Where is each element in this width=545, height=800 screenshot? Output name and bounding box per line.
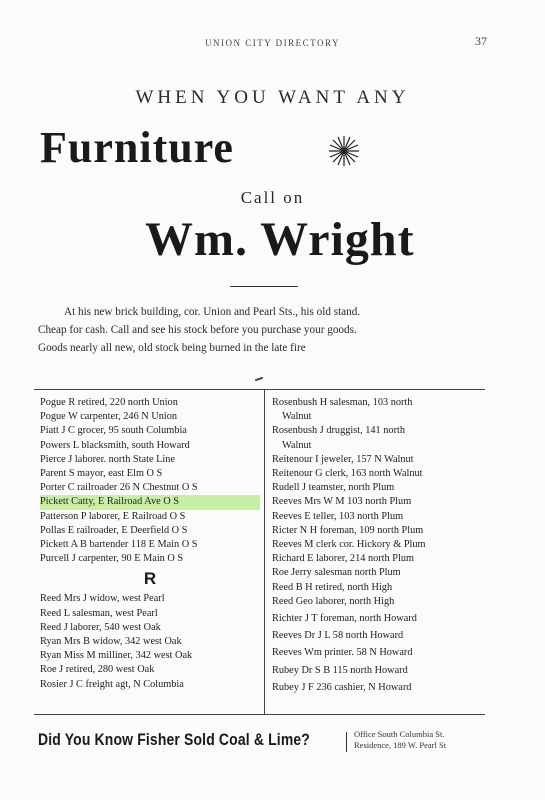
- listing-entry: [272, 396, 484, 424]
- listing-entry: Reitenour I jeweler, 157 N Walnut: [272, 453, 414, 465]
- listing-entry-line: Rosenbush H salesman, 103 north: [272, 397, 413, 408]
- footer-advertisement: [38, 728, 498, 758]
- column-divider: [264, 390, 265, 714]
- listing-entry-continuation: Walnut: [282, 439, 312, 451]
- listing-entry: Richter J T foreman, north Howard: [272, 613, 417, 625]
- running-head: UNION CITY DIRECTORY: [205, 38, 340, 48]
- listing-entry: Roe J retired, 280 west Oak: [40, 664, 155, 676]
- listing-entry: Porter C railroader 26 N Chestnut O S: [40, 482, 198, 494]
- footer-addresses: [354, 729, 446, 751]
- listing-entry: Reed B H retired, north High: [272, 581, 393, 593]
- ad-body-line: At his new brick building, cor. Union and Pearl Sts., his old stand.: [64, 306, 361, 318]
- listing-entry: Parent S mayor, east Elm O S: [40, 468, 163, 480]
- listing-entry: [272, 424, 484, 452]
- listing-entry: Reeves Dr J L 58 north Howard: [272, 630, 404, 642]
- listing-entry: Reeves Wm printer. 58 N Howard: [272, 647, 413, 659]
- left-column: [40, 396, 260, 692]
- listing-entry: Piatt J C grocer, 95 south Columbia: [40, 425, 187, 437]
- listing-entry: Patterson P laborer, E Railroad O S: [40, 510, 186, 522]
- footer-ad-text: Did You Know Fisher Sold Coal & Lime?: [38, 730, 310, 749]
- listing-entry: Reeves E teller, 103 north Plum: [272, 510, 404, 522]
- listing-entry: Richard E laborer, 214 north Plum: [272, 553, 414, 565]
- ad-body-line: Goods nearly all new, old stock being burned in the late fire: [38, 342, 306, 354]
- footer-divider: [346, 732, 347, 752]
- directory-listing: [34, 389, 485, 715]
- listing-entry: Reeves Mrs W M 103 north Plum: [272, 496, 412, 508]
- divider-rule: [230, 286, 298, 287]
- listing-entry: Roe Jerry salesman north Plum: [272, 567, 401, 579]
- listing-entry: Pogue R retired, 220 north Union: [40, 397, 178, 408]
- listing-entry: Reed Mrs J widow, west Pearl: [40, 593, 165, 605]
- listing-entry: Reed Geo laborer, north High: [272, 595, 395, 607]
- listing-entry-line: Rosenbush J druggist, 141 north: [272, 425, 406, 437]
- listing-entry: Rudell J teamster, north Plum: [272, 482, 395, 494]
- listing-entry: Purcell J carpenter, 90 E Main O S: [40, 553, 184, 565]
- listing-entry: Rubey Dr S B 115 north Howard: [272, 664, 408, 676]
- ad-body-text: [38, 303, 508, 357]
- star-ornament-icon: [327, 134, 361, 168]
- listing-entry: Reeves M clerk cor. Hickory & Plum: [272, 539, 426, 551]
- ad-merchant-name: Wm. Wright: [145, 213, 415, 266]
- ad-call-on: Call on: [240, 188, 305, 207]
- right-column: [272, 396, 484, 695]
- ad-body-line: Cheap for cash. Call and see his stock before you purchase your goods.: [38, 324, 357, 336]
- ad-product: Furniture: [40, 123, 234, 172]
- listing-entry: Reitenour G clerk, 163 north Walnut: [272, 468, 423, 480]
- footer-office: Office South Columbia St.: [354, 729, 445, 739]
- section-letter: R: [143, 569, 157, 589]
- separator-mark: [255, 377, 263, 382]
- footer-residence: Residence, 189 W. Pearl St: [354, 740, 447, 750]
- listing-entry: Ryan Mrs B widow, 342 west Oak: [40, 636, 182, 648]
- ad-headline: WHEN YOU WANT ANY: [135, 87, 410, 108]
- listing-entry: Powers L blacksmith, south Howard: [40, 439, 190, 451]
- page-number: 37: [475, 34, 487, 48]
- listing-entry-highlighted: Pickett Catty, E Railroad Ave O S: [40, 495, 260, 509]
- listing-entry: Pierce J laborer. north State Line: [40, 453, 175, 465]
- listing-entry: Pollas E railroader, E Deerfield O S: [40, 524, 188, 536]
- listing-entry: Reed J laborer, 540 west Oak: [40, 621, 161, 633]
- listing-entry: Rubey J F 236 cashier, N Howard: [272, 681, 412, 693]
- listing-entry: Pogue W carpenter, 246 N Union: [40, 411, 178, 423]
- listing-entry: Reed L salesman, west Pearl: [40, 607, 158, 619]
- listing-entry: Ricter N H foreman, 109 north Plum: [272, 524, 424, 536]
- listing-entry-continuation: Walnut: [282, 411, 312, 423]
- listing-entry: Ryan Miss M milliner, 342 west Oak: [40, 650, 193, 662]
- listing-entry: Pickett A B bartender 118 E Main O S: [40, 539, 198, 551]
- listing-entry: Rosier J C freight agt, N Columbia: [40, 678, 184, 690]
